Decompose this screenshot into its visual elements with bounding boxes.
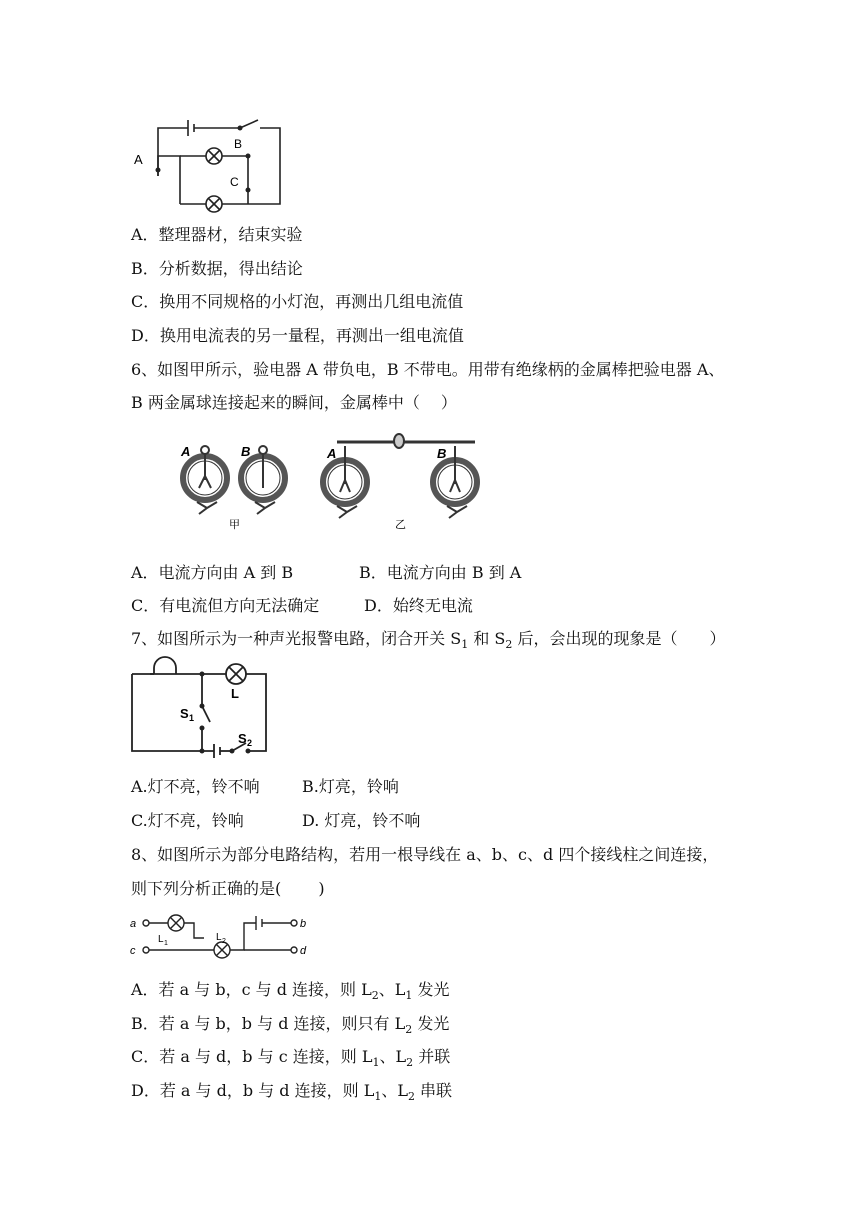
q8-label-l1: L: [158, 934, 164, 945]
q7-s2-subscript: 2: [505, 638, 513, 652]
q8-option-a-post: 发光: [412, 980, 450, 999]
q5-label-a: A: [134, 152, 143, 167]
q8-option-c-sub1: 1: [372, 1056, 380, 1070]
q6-label-yi: 乙: [395, 519, 406, 531]
q7-label-s1-sub: 1: [189, 713, 195, 723]
q6-option-c: C．有电流但方向无法确定: [131, 596, 320, 615]
q7-option-a: A.灯不亮，铃不响: [131, 777, 260, 796]
q7-label-l: L: [231, 686, 239, 701]
q8-label-l2-sub: 2: [222, 938, 226, 945]
q8-label-l2: L: [216, 932, 222, 943]
q7-label-s1: S: [180, 706, 189, 721]
q8-option-b: [131, 1014, 449, 1040]
q6-electroscope-figure: [175, 430, 505, 540]
q5-option-a: A．整理器材，结束实验: [131, 225, 303, 244]
q6-label-jia: 甲: [229, 519, 240, 531]
q8-stem-line2: 则下列分析正确的是( ): [131, 879, 325, 898]
q6-option-a: A．电流方向由 A 到 B: [131, 563, 294, 582]
q7-label-s2: S: [238, 731, 247, 746]
q5-option-c: C．换用不同规格的小灯泡，再测出几组电流值: [131, 292, 464, 311]
q8-option-b-post: 发光: [412, 1014, 450, 1033]
q7-alarm-circuit-figure: [128, 656, 278, 756]
q7-option-b: B.灯亮，铃响: [302, 777, 399, 796]
q8-label-b: b: [300, 918, 307, 930]
q5-label-c: C: [230, 175, 239, 189]
q8-label-l1-sub: 1: [164, 940, 168, 947]
q7-stem-pre: 7、如图所示为一种声光报警电路，闭合开关 S: [131, 629, 462, 648]
q7-stem: [131, 629, 725, 655]
q7-label-s2-sub: 2: [247, 738, 253, 748]
q8-partial-circuit-figure: [128, 910, 318, 962]
q8-option-a-pre: A．若 a 与 b，c 与 d 连接，则 L: [131, 980, 372, 999]
q6-label-b2: B: [437, 446, 447, 461]
q6-label-a1: A: [181, 444, 191, 459]
q8-option-c-post: 并联: [413, 1047, 451, 1066]
q5-option-d: D．换用电流表的另一量程，再测出一组电流值: [131, 326, 464, 345]
q6-option-b: B．电流方向由 B 到 A: [359, 563, 522, 582]
q6-stem-line1: 6、如图甲所示，验电器 A 带负电，B 不带电。用带有绝缘柄的金属棒把验电器 A、: [131, 360, 725, 379]
q8-label-a: a: [130, 918, 137, 930]
q8-option-c-mid: 、L: [379, 1047, 407, 1066]
q8-label-c: c: [130, 945, 136, 957]
q7-option-d: D. 灯亮，铃不响: [302, 811, 421, 830]
q8-option-d-post: 串联: [414, 1081, 453, 1100]
q5-circuit-figure: [130, 118, 290, 208]
q8-option-d-sub2: 2: [407, 1090, 415, 1104]
q5-option-b: B．分析数据，得出结论: [131, 259, 303, 278]
q7-option-c: C.灯不亮，铃响: [131, 811, 244, 830]
q8-option-d-pre: D．若 a 与 d，b 与 d 连接，则 L: [131, 1081, 375, 1100]
q8-option-a-sub2: 1: [405, 989, 413, 1003]
q8-option-c: [131, 1047, 450, 1073]
q8-option-a: [131, 980, 450, 1006]
q8-option-d-mid: 、L: [381, 1081, 408, 1100]
q6-stem-line2: B 两金属球连接起来的瞬间，金属棒中（ ）: [131, 393, 457, 412]
q8-option-c-pre: C．若 a 与 d，b 与 c 连接，则 L: [131, 1047, 373, 1066]
q7-s1-subscript: 1: [461, 638, 469, 652]
q6-option-d: D．始终无电流: [364, 596, 473, 615]
q8-option-a-mid: 、L: [378, 980, 406, 999]
q8-option-b-sub1: 2: [405, 1023, 413, 1037]
q8-stem-line1: 8、如图所示为部分电路结构，若用一根导线在 a、b、c、d 四个接线柱之间连接，: [131, 845, 719, 864]
q8-option-a-sub1: 2: [371, 989, 379, 1003]
q8-label-d: d: [300, 945, 307, 957]
q8-option-d: [131, 1081, 452, 1107]
q8-option-d-sub1: 1: [374, 1090, 382, 1104]
q6-label-a2: A: [327, 446, 337, 461]
q5-label-b: B: [234, 137, 243, 151]
q6-label-b1: B: [241, 444, 251, 459]
q7-stem-mid: 和 S: [468, 629, 506, 648]
q8-option-b-pre: B．若 a 与 b，b 与 d 连接，则只有 L: [131, 1014, 406, 1033]
q8-option-c-sub2: 2: [406, 1056, 414, 1070]
q7-stem-post: 后，会出现的现象是（ ）: [512, 629, 726, 648]
